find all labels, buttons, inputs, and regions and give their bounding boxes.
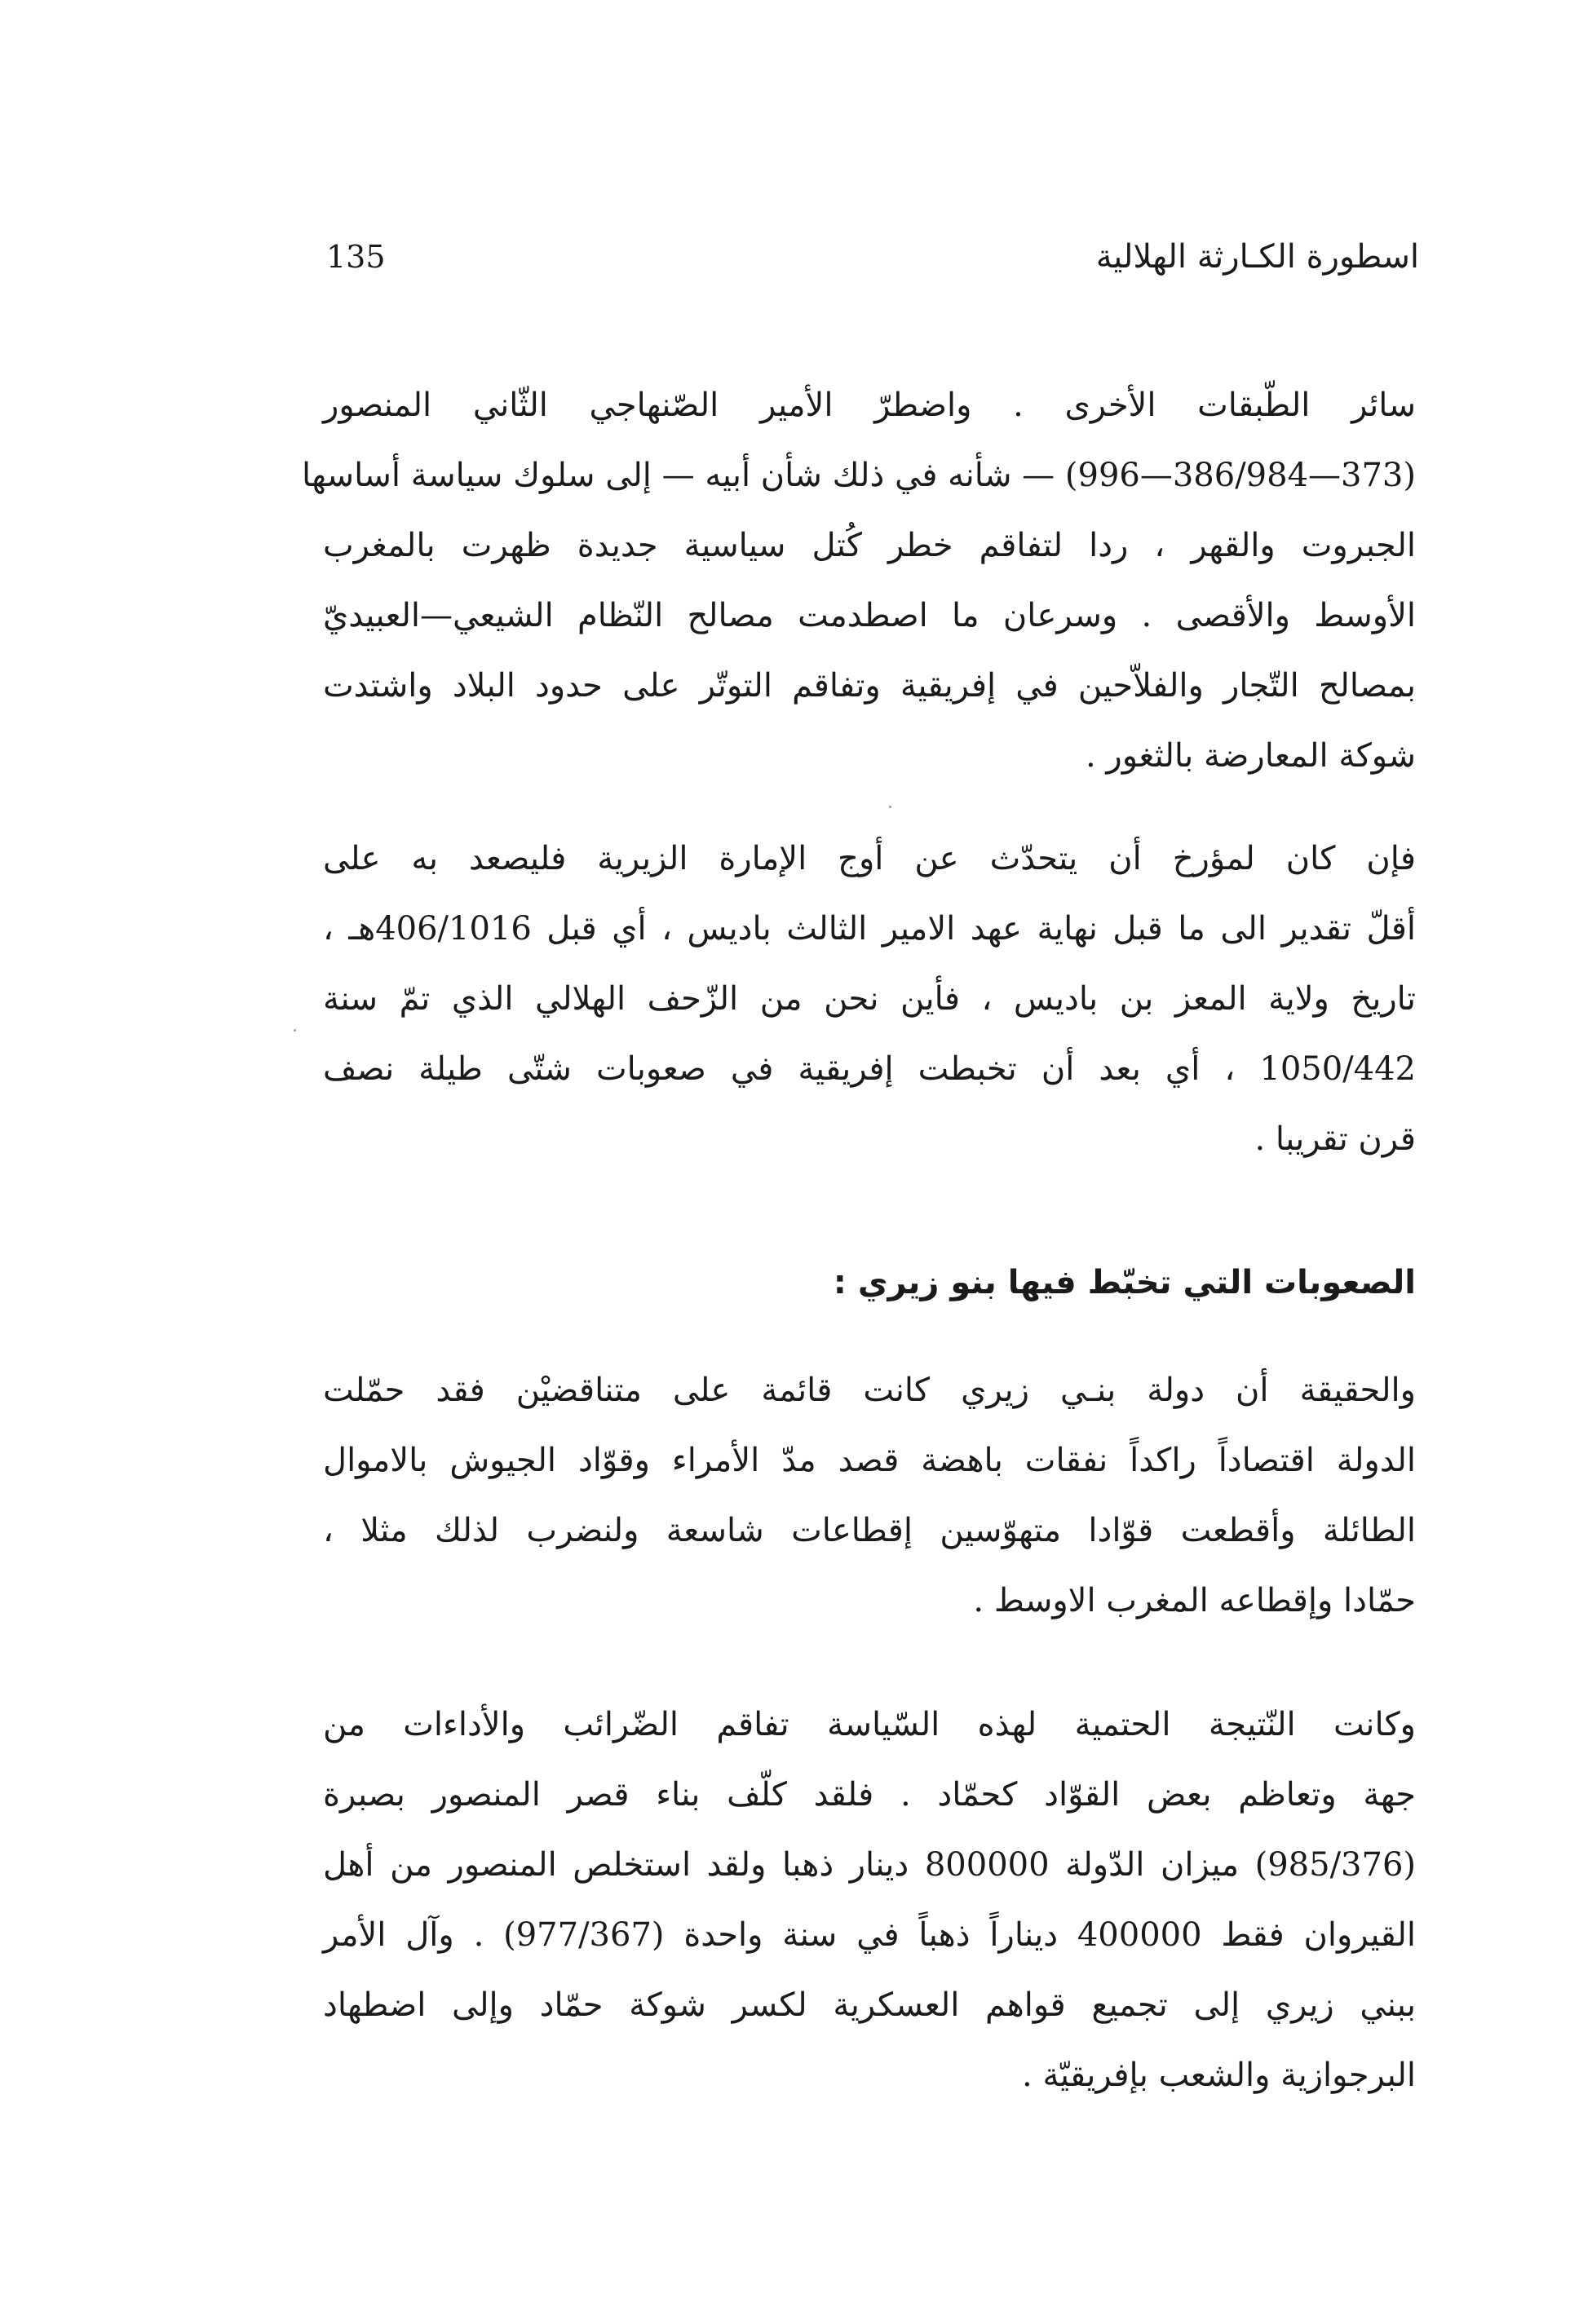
paragraph-line: الطائلة وأقطعت قوّادا متهوّسين إقطاعات شاسعة ولنضرب لذلك مثلا ، (323, 1512, 1416, 1549)
paragraph-line: الجبروت والقهر ، ردا لتفاقم خطر كُتل سياسية جديدة ظهرت بالمغرب (323, 527, 1416, 564)
paragraph-line: القيروان فقط 400000 ديناراً ذهباً في سنة واحدة (977/367) . وآل الأمر (323, 1916, 1416, 1954)
section-heading: الصعوبات التي تخبّط فيها بنو زيري : (833, 1264, 1416, 1301)
paragraph-line: قرن تقريبا . (1254, 1120, 1416, 1158)
paragraph-line: والحقيقة أن دولة بنـي زيري كانت قائمة على متناقضيْن فقد حمّلت (323, 1372, 1416, 1409)
paragraph-line: بمصالح التّجار والفلاّحين في إفريقية وتفاقم التوتّر على حدود البلاد واشتدت (323, 667, 1416, 705)
scan-speck (294, 1029, 296, 1032)
paragraph-3 (323, 1355, 1416, 1636)
running-title: اسطورة الكـارثة الهلالية (1095, 238, 1419, 276)
paragraph-line: شوكة المعارضة بالثغور . (1085, 737, 1416, 775)
paragraph-line: تاريخ ولاية المعز بن باديس ، فأين نحن من الزّحف الهلالي الذي تمّ سنة (323, 980, 1416, 1018)
paragraph-line: (985/376) ميزان الدّولة 800000 دينار ذهبا ولقد استخلص المنصور من أهل (323, 1846, 1416, 1884)
paragraph-line: الأوسط والأقصى . وسرعان ما اصطدمت مصالح النّظام الشيعي—العبيديّ (323, 597, 1416, 634)
paragraph-line: فإن كان لمؤرخ أن يتحدّث عن أوج الإمارة الزيرية فليصعد به على (323, 840, 1416, 877)
paragraph-4 (323, 1690, 1416, 2110)
running-header (326, 228, 1419, 285)
paragraph-line: سائر الطّبقات الأخرى . واضطرّ الأمير الصّنهاجي الثّاني المنصور (323, 387, 1416, 424)
paragraph-line: ببني زيري إلى تجميع قواهم العسكرية لكسر شوكة حمّاد وإلى اضطهاد (323, 1986, 1416, 2024)
paragraph-line: حمّادا وإقطاعه المغرب الاوسط . (973, 1582, 1416, 1619)
paragraph-1 (302, 370, 1416, 791)
paragraph-line: أقلّ تقدير الى ما قبل نهاية عهد الامير الثالث باديس ، أي قبل 406/1016هـ ، (323, 910, 1417, 948)
paragraph-2 (323, 824, 1416, 1174)
paragraph-line: جهة وتعاظم بعض القوّاد كحمّاد . فلقد كلّف بناء قصر المنصور بصبرة (323, 1776, 1416, 1814)
paragraph-line: البرجوازية والشعب بإفريقيّة . (1022, 2057, 1416, 2094)
paragraph-line: وكانت النّتيجة الحتمية لهذه السّياسة تفاقم الضّرائب والأداءات من (323, 1706, 1416, 1743)
scan-speck (889, 806, 891, 808)
paragraph-line: الدولة اقتصاداً راكداً نفقات باهضة قصد مدّ الأمراء وقوّاد الجيوش بالاموال (323, 1442, 1416, 1479)
paragraph-line: (373—386/984—996) — شأنه في ذلك شأن أبيه — إلى سلوك سياسة أساسها (302, 457, 1416, 494)
page-number: 135 (326, 239, 386, 275)
paragraph-line: 1050/442 ، أي بعد أن تخبطت إفريقية في صعوبات شتّى طيلة نصف (323, 1050, 1416, 1088)
